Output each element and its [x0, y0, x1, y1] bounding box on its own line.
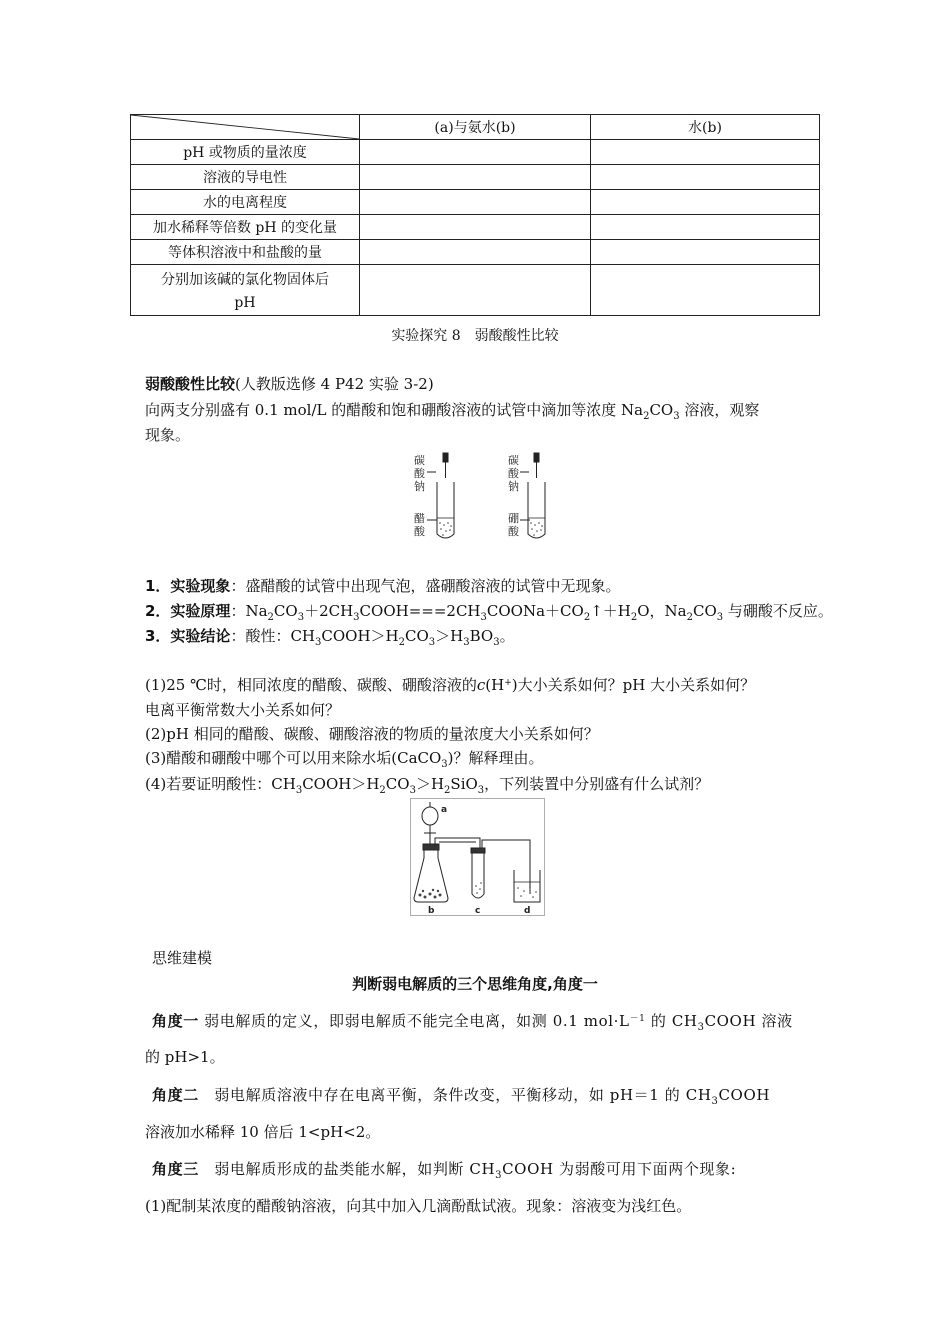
fig1-left-top-1: 酸	[414, 467, 425, 480]
angle-3-label: 角度三	[152, 1160, 199, 1178]
col-header-a: (a)与氨水(b)	[360, 115, 591, 140]
question-1-text: (1)25 ℃时，相同浓度的醋酸、碳酸、硼酸溶液的	[145, 676, 477, 694]
row-label: 水的电离程度	[131, 190, 360, 215]
table-cell	[591, 165, 820, 190]
angle-2-label: 角度二	[152, 1086, 199, 1104]
point-2-label: 2．实验原理	[145, 602, 231, 620]
intro-text-tail: 溶液，观察	[684, 401, 760, 419]
table-row	[131, 215, 820, 240]
question-4-tail: ，下列装置中分别盛有什么试剂？	[484, 775, 710, 793]
test-tube-figure	[410, 450, 550, 542]
angle-1-end: COOH 溶液	[704, 1012, 793, 1030]
fig1-right-top-2: 钠	[508, 480, 519, 493]
test-tube-right	[528, 482, 545, 538]
test-tube-left	[437, 482, 454, 538]
row-label: 等体积溶液中和盐酸的量	[131, 240, 360, 265]
fig2-label-d: d	[524, 906, 531, 916]
angle-2-end: COOH	[718, 1086, 771, 1104]
row-label	[131, 265, 360, 316]
row-label-line: 分别加该碱的氯化物固体后	[161, 272, 329, 288]
diagonal-line	[131, 115, 359, 139]
angle-2-text: 弱电解质溶液中存在电离平衡，条件改变，平衡移动，如 pH＝1 的 CH	[198, 1086, 712, 1104]
question-3-text: (3)醋酸和硼酸中哪个可以用来除水垢(CaCO	[145, 749, 442, 767]
row-label-line: pH	[234, 295, 256, 311]
point-1-label: 1．实验现象	[145, 577, 231, 595]
fig2-label-b: b	[428, 906, 435, 916]
question-4-text: (4)若要证明酸性：CH	[145, 775, 296, 793]
col-header-b: 水(b)	[591, 115, 820, 140]
question-4: (4)若要证明酸性：$CH_3COOH>H_2CO_3>H_2SiO_3$，下列装置中分别盛有什么试剂？	[145, 775, 710, 796]
dropper-bulb-right	[534, 453, 539, 462]
angle-3-text: 弱电解质形成的盐类能水解，如判断 CH	[198, 1160, 496, 1178]
angle-1: 角度一 弱电解质的定义，即弱电解质不能完全电离，如测 0.1 $mol\cdot L^{-1}$ 的 $CH_3COOH$ 溶液	[152, 1012, 793, 1033]
model-title: 判断弱电解质的三个思维角度,角度一	[352, 975, 598, 993]
table-row	[131, 190, 820, 215]
angle-2-line-2: 溶液加水稀释 10 倍后 1<pH<2。	[145, 1123, 381, 1141]
question-2: (2)pH 相同的醋酸、碳酸、硼酸溶液的物质的量浓度大小关系如何？	[145, 725, 599, 743]
question-1: (1)25 ℃时，相同浓度的醋酸、碳酸、硼酸溶液的c(H+)大小关系如何？pH 大小关系如何？	[145, 676, 756, 694]
section-source: (人教版选修 4 P42 实验 3-2)	[235, 375, 434, 393]
fig2-label-a: a	[441, 805, 448, 815]
separatory-funnel	[422, 807, 438, 825]
table-cell	[591, 240, 820, 265]
table-caption: 实验探究 8 弱酸酸性比较	[391, 328, 559, 344]
fig1-left-bottom-0: 醋	[414, 512, 425, 525]
angle-3: 角度三 弱电解质形成的盐类能水解，如判断 $CH_3COOH$ 为弱酸可用下面两个现象:	[152, 1160, 737, 1181]
table-cell	[591, 140, 820, 165]
diagonal-header-cell	[131, 115, 360, 140]
fig2-label-c: c	[475, 906, 481, 916]
angle-3-end: COOH 为弱酸可用下面两个现象:	[502, 1160, 737, 1178]
angle-1-tail: 的 CH	[645, 1012, 698, 1030]
table-row	[131, 240, 820, 265]
question-1-line-2: 电离平衡常数大小关系如何？	[145, 701, 341, 719]
angle-1-text: 弱电解质的定义，即弱电解质不能完全电离，如测 0.1 mol·L	[198, 1012, 630, 1030]
apparatus-figure	[410, 798, 545, 916]
table-cell	[360, 140, 591, 165]
question-1-text-tail: 大小关系如何？pH 大小关系如何？	[517, 676, 756, 694]
point-3-text: ：酸性：CH	[230, 627, 316, 645]
table-cell	[591, 190, 820, 215]
dropper-bulb-left	[443, 453, 448, 462]
table-cell	[591, 215, 820, 240]
table-cell	[591, 265, 820, 316]
test-tube-c	[472, 852, 484, 898]
table-cell	[360, 215, 591, 240]
model-heading: 思维建模	[152, 949, 213, 967]
point-1	[145, 575, 620, 596]
fig1-left-bottom-1: 酸	[414, 525, 425, 538]
point-2-tail: 与硼酸不反应。	[727, 602, 833, 620]
table-cell	[360, 265, 591, 316]
fig1-right-top-0: 碳	[508, 454, 519, 467]
beaker-d	[514, 870, 540, 902]
row-label: 加水稀释等倍数 pH 的变化量	[131, 215, 360, 240]
intro-line-1: 向两支分别盛有 0.1 mol/L 的醋酸和饱和硼酸溶液的试管中滴加等浓度 $Na_2CO_3$ 溶液，观察	[145, 401, 760, 422]
table-cell	[360, 190, 591, 215]
table-row	[131, 140, 820, 165]
question-3: (3)醋酸和硼酸中哪个可以用来除水垢(CaCO$_3$)？解释理由。	[145, 749, 544, 770]
point-3: 3．实验结论：酸性：$CH_3COOH>H_2CO_3>H_3BO_3$。	[145, 627, 515, 648]
angle-1-label: 角度一	[152, 1012, 199, 1030]
fig1-left-top-0: 碳	[414, 454, 425, 467]
point-3-label: 3．实验结论	[145, 627, 231, 645]
row-label: pH 或物质的量浓度	[131, 140, 360, 165]
angle-2: 角度二 弱电解质溶液中存在电离平衡，条件改变，平衡移动，如 pH＝1 的 $CH_3COOH$	[152, 1086, 771, 1107]
comparison-table	[130, 114, 820, 316]
table-row	[131, 165, 820, 190]
fig1-right-bottom-0: 硼	[508, 512, 519, 525]
row-label: 溶液的导电性	[131, 165, 360, 190]
point-1-text: ：盛醋酸的试管中出现气泡，盛硼酸溶液的试管中无现象。	[230, 577, 621, 595]
point-2: 2．实验原理：$Na_2CO_3+2CH_3COOH===2CH_3COONa+CO_2↑+H_2O$，$Na_2CO_3$ 与硼酸不反应。	[145, 602, 833, 623]
table-cell	[360, 165, 591, 190]
fig1-right-bottom-1: 酸	[508, 525, 519, 538]
intro-line-2: 现象。	[145, 426, 191, 444]
angle-1-line-2: 的 pH>1。	[145, 1048, 225, 1066]
table-header-row	[131, 115, 820, 140]
section-title: 弱酸酸性比较	[145, 375, 236, 393]
fig1-right-top-1: 酸	[508, 467, 519, 480]
question-3-tail: )？解释理由。	[447, 749, 544, 767]
table-row	[131, 265, 820, 316]
intro-text: 向两支分别盛有 0.1 mol/L 的醋酸和饱和硼酸溶液的试管中滴加等浓度 Na	[145, 401, 644, 419]
angle-3-line-2: (1)配制某浓度的醋酸钠溶液，向其中加入几滴酚酞试液。现象：溶液变为浅红色。	[145, 1197, 692, 1215]
section-title-line	[145, 373, 434, 394]
fig1-left-top-2: 钠	[414, 480, 425, 493]
table-cell	[360, 240, 591, 265]
